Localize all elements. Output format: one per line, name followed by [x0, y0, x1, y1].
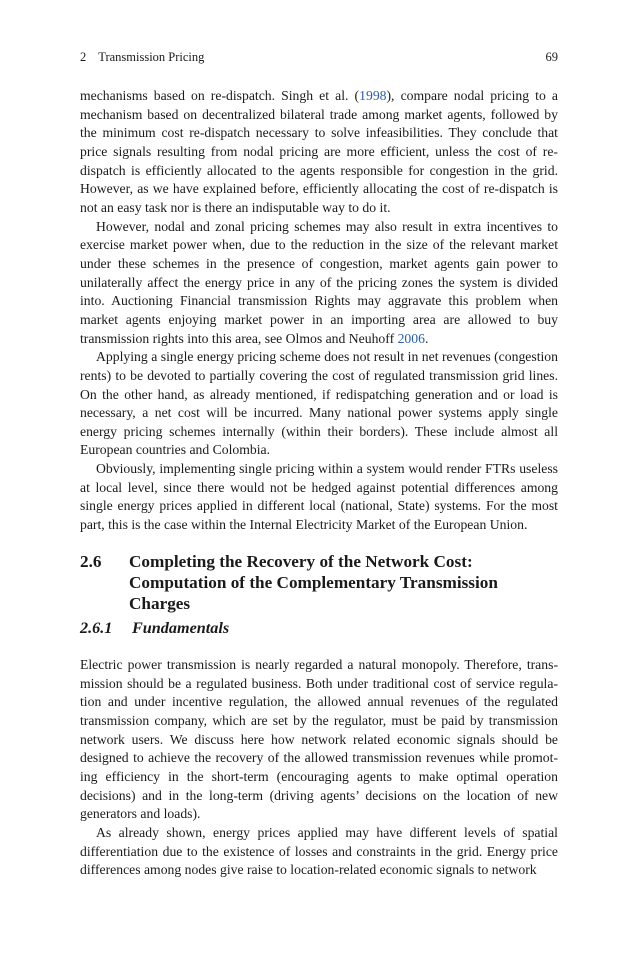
citation-link[interactable]: 1998 — [359, 88, 387, 103]
subsection-heading — [80, 618, 558, 638]
text-block-2 — [80, 656, 558, 880]
paragraph: mechanisms based on re-dispatch. Singh et al. (1998), compare nodal pricing to a mechanism based on decentralized bilateral trade among market agents, followed by the minimum cost re-dispatch necessary to solve infeasibilities. They conclude that price signals resulting from nodal pricing are more efficient, unless the cost of re-dispatch is efficiently allocated to the agents responsible for congestion in the grid. However, as we have explained before, efficiently allocating the cost of re-dispatch is not an easy task nor is there an indisputable way to do it. — [80, 88, 558, 215]
citation-link[interactable]: 2006 — [397, 330, 425, 346]
chapter-number: 2 — [80, 50, 87, 64]
text-block-1 — [80, 87, 558, 535]
paragraph: However, nodal and zonal pricing schemes may also result in extra incentives to exercise market power when, due to the reduction in the size of the relevant market under these schemes in the presence of congestion, market agents gain power to unilaterally affect the energy price in any of the pricing zones the system is divided into. Auctioning Financial transmission Rights may aggravate this problem when market agents enjoying market power in an importing area are allowed to buy transmission rights into this area, see Olmos and Neuhoff 2006. — [80, 218, 558, 346]
running-head-section — [80, 50, 204, 65]
chapter-title: Transmission Pricing — [98, 50, 205, 64]
paragraph: Electric power transmission is nearly regarded a natural monopoly. Therefore, transmission should be a regulated business. Both under traditional cost of service regulation and under incentive regulation, the allowed annual revenues of the regulated transmission company, which are set by the regulator, must be paid by transmission network users. We discuss here how network related economic signals should be designed to achieve the recovery of the allowed transmission revenues while promoting efficiency in the short-term (encouraging agents to make optimal operation decisions) and in the long-term (driving agents’ decisions on the location of new generators and loads). — [80, 657, 558, 822]
page-number: 69 — [545, 50, 558, 64]
running-head — [80, 50, 558, 65]
subsection-title: Fundamentals — [132, 619, 230, 637]
paragraph: Obviously, implementing single pricing within a system would render FTRs useless at local level, since there would not be hedged against potential differences among single energy prices applied in different local (national, State) systems. For the most part, this is the case within the Internal Electricity Market of the European Union. — [80, 461, 558, 533]
paragraph: As already shown, energy prices applied may have different levels of spatial differentiation due to the existence of losses and constraints in the grid. Energy price differences among nodes give raise to location-related economic signals to network — [80, 824, 558, 878]
paragraph: Applying a single energy pricing scheme does not result in net revenues (congestion rents) to be devoted to partially covering the cost of regulated transmission grid lines. On the other hand, as already mentioned, if redispatching generation and or load is necessary, a net cost will be incurred. Many national power systems apply single energy pricing schemes internally (within their borders). These include almost all European countries and Colombia. — [80, 349, 558, 458]
subsection-number: 2.6.1 — [80, 619, 113, 637]
section-heading — [80, 551, 558, 614]
section-number: 2.6 — [80, 552, 102, 571]
section-title: Completing the Recovery of the Network Cost: Computation of the Complementary Transmission Charges — [129, 552, 498, 613]
